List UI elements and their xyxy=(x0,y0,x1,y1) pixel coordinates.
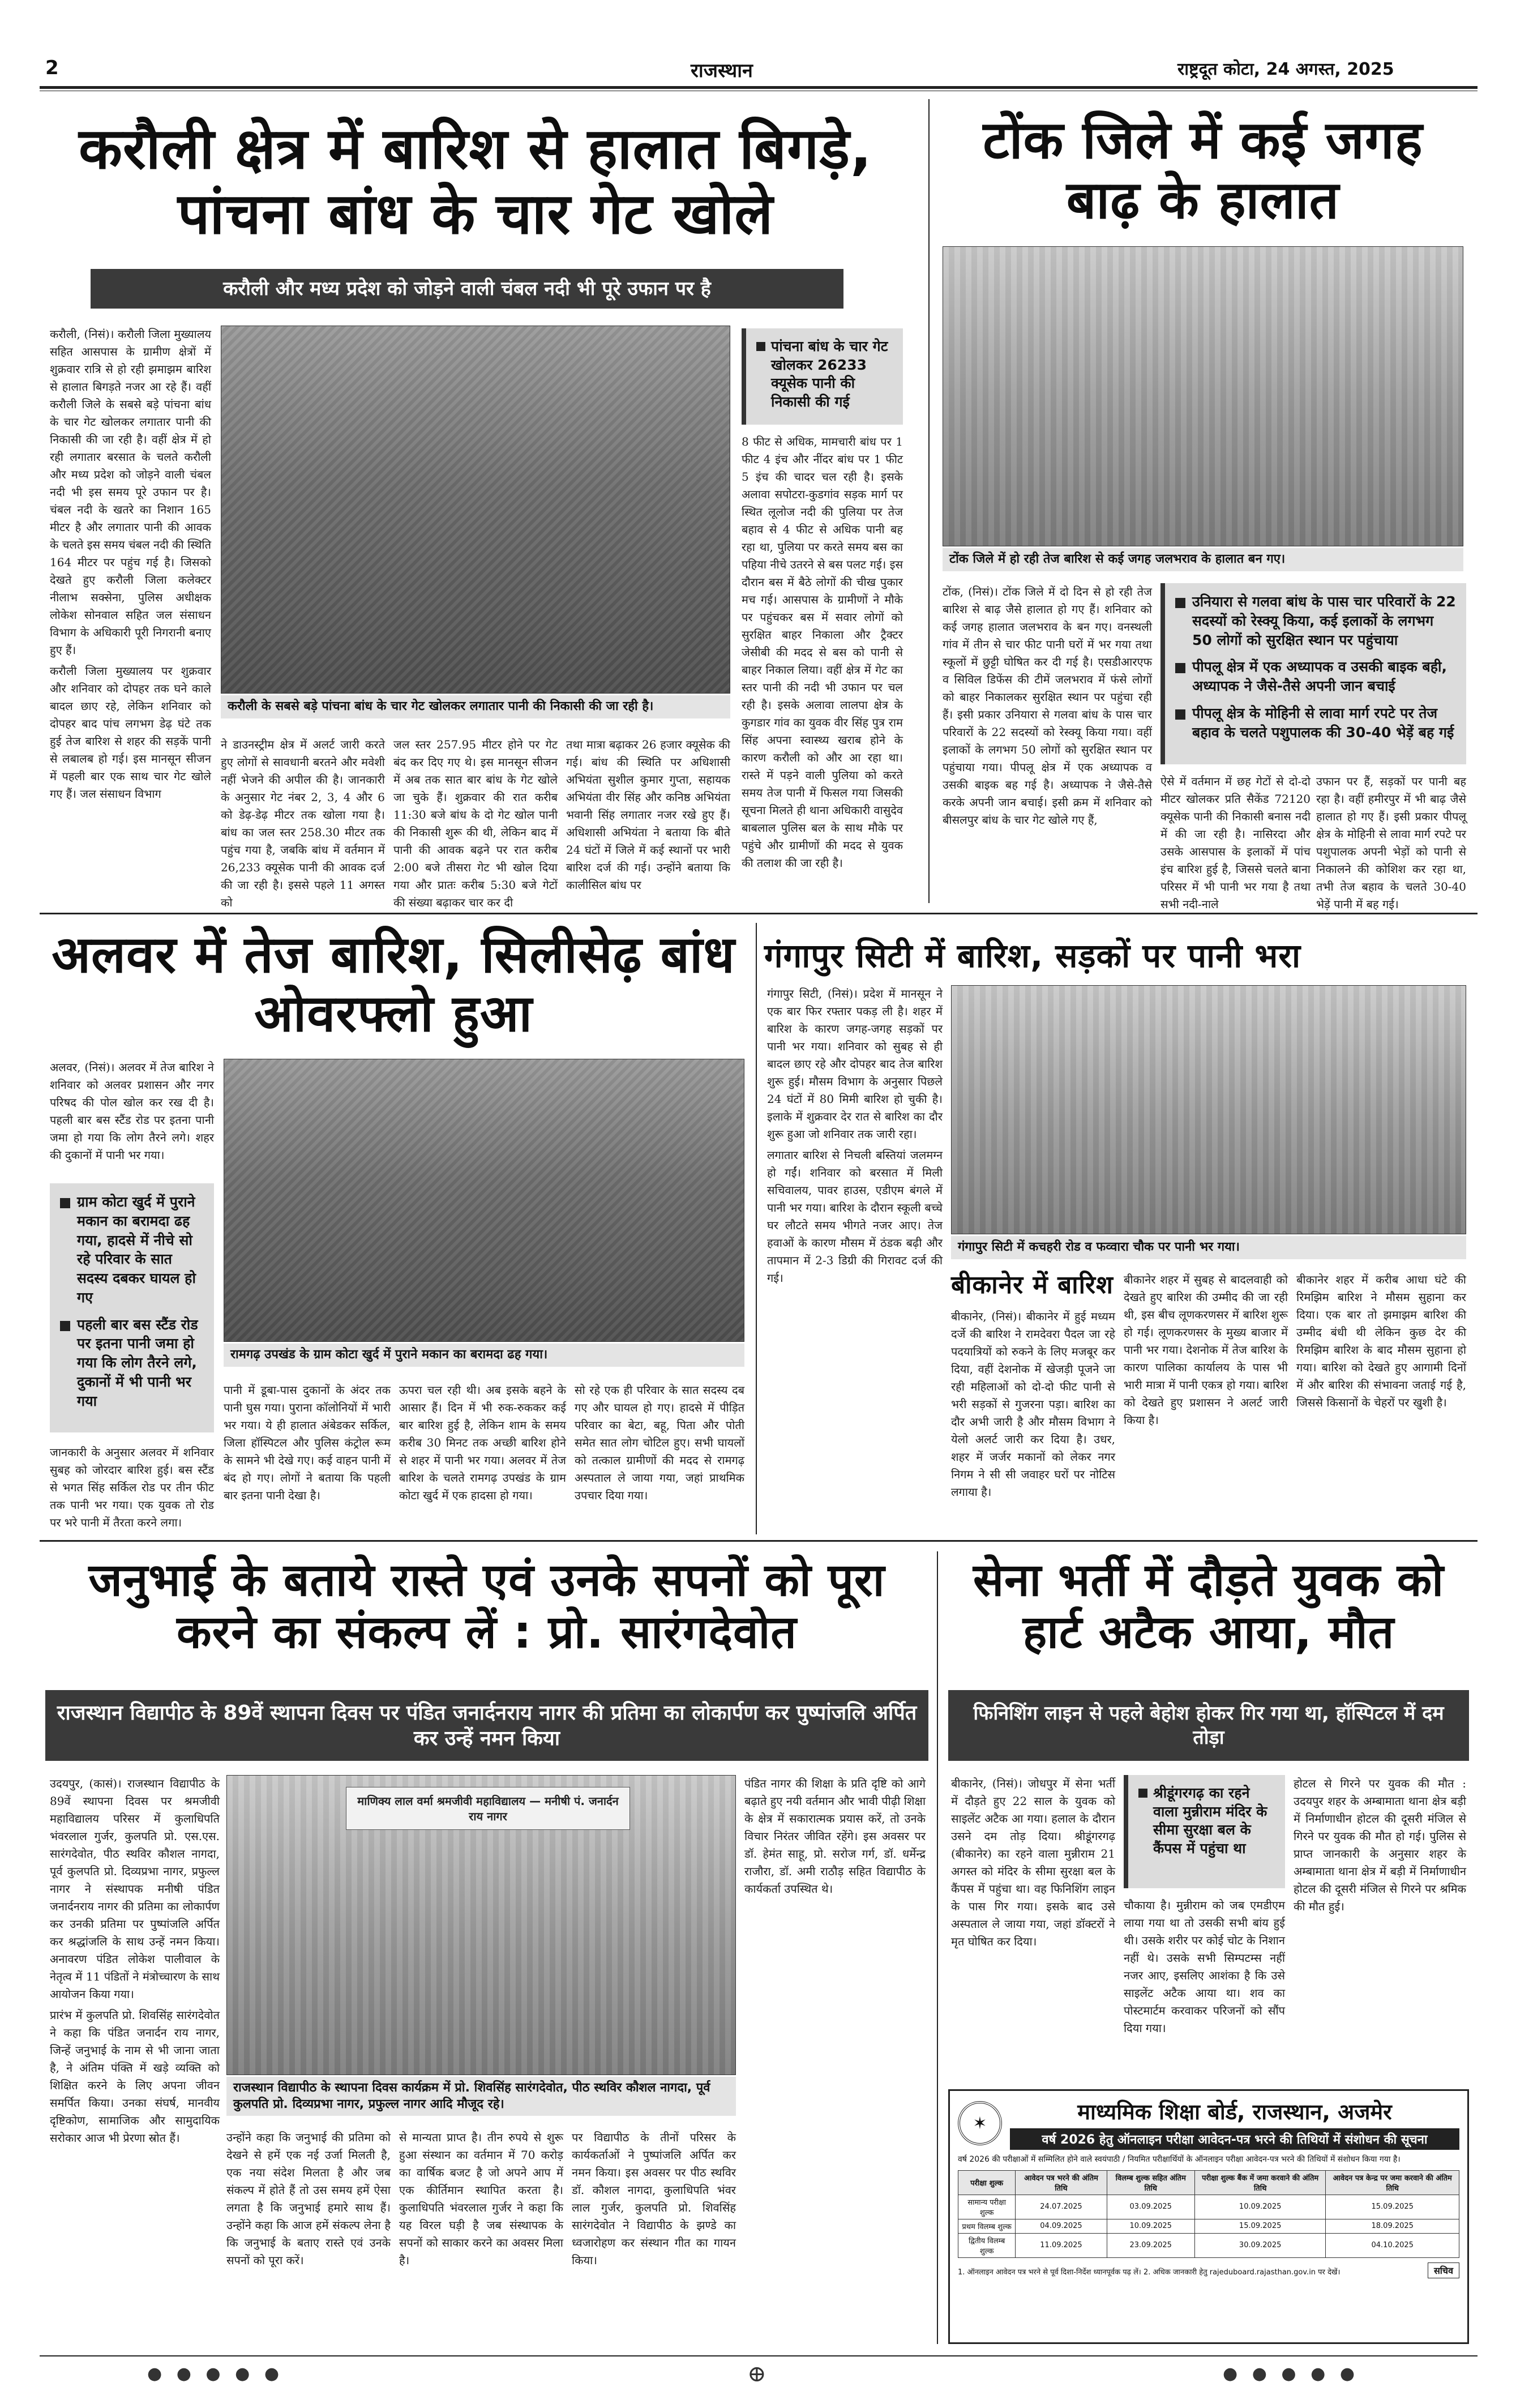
sena-highlight-box xyxy=(1124,1775,1285,1888)
karauli-para: करौली जिला मुख्यालय पर शुक्रवार और शनिवार को दोपहर तक घने काले बादल छाए रहे, लेकिन शनिवार को दोपहर बाद पांच लगभग डेढ़ घंटे तक हुई तेज बारिश से शहर की सड़कें पानी से लबालब हो गई। इस मानसून सीजन में पहली बार एक साथ चार गेट खोले गए हैं। जल संसाधन विभाग xyxy=(50,664,211,801)
notice-notes: 1. ऑनलाइन आवेदन पत्र भरने से पूर्व दिशा-निर्देश ध्यानपूर्वक पढ़ लें। 2. अधिक जानकारी हेतु rajeduboard.rajasthan.gov.in पर देखें। xyxy=(958,2268,1341,2277)
alwar-highlight-text: ग्राम कोटा खुर्द में पुराने मकान का बरामदा ढह गया, हादसे में नीचे सो रहे परिवार के सात सदस्य दबकर घायल हो गए xyxy=(77,1194,196,1306)
table-cell: 11.09.2025 xyxy=(1016,2233,1107,2257)
alwar-col-2: पानी में डूबा-पास दुकानों के अंदर तक पानी घुस गया। पुराना कॉलोनियों में भारी भर गया। ये ही हालात अंबेडकर सर्किल, जिला हॉस्पिटल और पुलिस कंट्रोल रूम के सामने भी देखे गए। कई वाहन पानी में बंद हो गए। लोगों ने बताया कि पहली बार इतना पानी देखा है। xyxy=(224,1383,391,1502)
tonk-photo-caption: टोंक जिले में हो रही तेज बारिश से कई जगह जलभराव के हालात बन गए। xyxy=(943,548,1463,571)
karauli-para: करौली, (निसं)। करौली जिला मुख्यालय सहित आसपास के ग्रामीण क्षेत्रों में शुक्रवार रात्रि से हो रही झमाझम बारिश से हालात बिगड़ते नजर आ रहे हैं। वहीं करौली जिले के सबसे बड़े पांचना बांध के चार गेट खोलकर लगातार पानी की निकासी की जा रही है। वहीं क्षेत्र में हो रही लगातार बरसात के चलते करौली और मध्य प्रदेश को जोड़ने वाली चंबल नदी भी इस समय पूरे उफान पर है। चंबल नदी के खतरे का निशान 165 मीटर है और लगातार पानी की आवक के चलते इस समय चंबल नदी की स्थिति 164 मीटर पर पहुंच गई है। जिसको देखते हुए करौली जिला कलेक्टर नीलाभ सक्सेना, पुलिस अधीक्षक लोकेश सोनवाल सहित जल संसाधन विभाग के अधिकारी पूरी निगरानी बनाए हुए हैं। xyxy=(50,327,211,657)
karauli-col-1 xyxy=(50,326,211,903)
bullet-square-icon xyxy=(1138,1789,1147,1798)
masthead-rule xyxy=(40,86,1478,89)
footer-rule xyxy=(40,2355,1478,2356)
table-cell: द्वितीय विलम्ब शुल्क xyxy=(958,2233,1016,2257)
sarangdevot-event-photo xyxy=(226,1775,736,2075)
table-cell: 10.09.2025 xyxy=(1194,2195,1326,2219)
board-notice xyxy=(948,2089,1469,2344)
karauli-dam-photo xyxy=(221,326,730,694)
table-cell: 23.09.2025 xyxy=(1107,2233,1194,2257)
gangapur-photo-caption: गंगापुर सिटी में कचहरी रोड व फव्वारा चौक पर पानी भर गया। xyxy=(951,1236,1466,1259)
bikaner-col-3: बीकानेर शहर में करीब आधा घंटे की रिमझिम बारिश ने मौसम सुहाना कर दिया। एक बार तो झमाझम बारिश की उम्मीद बंधी थी लेकिन कुछ देर की रिमझिम बारिश के बाद मौसम सुहाना हो गया। बारिश को देखते हुए आगामी दिनों में और बारिश की संभावना जताई गई है, जिससे किसानों के चेहरों पर खुशी है। xyxy=(1296,1273,1466,1409)
notice-intro: वर्ष 2026 की परीक्षाओं में सम्मिलित होने वाले स्वयंपाठी / नियमित परीक्षार्थियों के ऑनलाइन परीक्षा आवेदन-पत्र भरने की तिथियों में संशोधन किया गया है। xyxy=(958,2155,1401,2164)
board-logo-icon: ✶ xyxy=(958,2101,1002,2145)
bikaner-col-1: बीकानेर, (निसं)। बीकानेर में हुई मध्यम दर्जे की बारिश ने रामदेवरा पैदल जा रहे पदयात्रियों को रुकने के लिए मजबूर कर दिया, वहीं देशनोक में खेजड़ी पूजने जा रही महिलाओं को दो-दो फीट पानी से भरी सड़कों से गुजरना पड़ा। बारिश का दौर अभी जारी है और मौसम विभाग ने येलो अलर्ट जारी कर दिया है। उधर, शहर में जर्जर मकानों को लेकर नगर निगम ने सी सी जवाहर घरों पर नोटिस लगाया है। xyxy=(951,1310,1115,1499)
footer-registration-dots-right: ● ● ● ● ● xyxy=(1223,2364,1360,2384)
sena-col-1: बीकानेर, (निसं)। जोधपुर में सेना भर्ती में दौड़ते हुए 22 साल के युवक को साइलेंट अटैक आ गया। हलाल के दौरान उसने दम तोड़ दिया। श्रीडूंगरगढ़ (बीकानेर) का रहने वाला मुन्नीराम 21 अगस्त को मंदिर के सीमा सुरक्षा बल के कैंपस में पहुंचा था। वह फिनिशिंग लाइन के पास गिर गया। इसके बाद उसे अस्पताल ले जाया गया, जहां डॉक्टरों ने मृत घोषित कर दिया। xyxy=(951,1777,1115,1948)
karauli-highlight-text: पांचना बांध के चार गेट खोलकर 26233 क्यूसेक पानी की निकासी की गई xyxy=(771,338,888,410)
board-name: माध्यमिक शिक्षा बोर्ड, राजस्थान, अजमेर xyxy=(1077,2099,1392,2124)
alwar-col-1a: अलवर, (निसं)। अलवर में तेज बारिश ने शनिवार को अलवर प्रशासन और नगर परिषद की पोल खोल कर रख दी है। पहली बार बस स्टैंड रोड पर इतना पानी जमा हो गया कि लोग तैरने लगे। शहर की दुकानों में पानी भर गया। xyxy=(50,1060,214,1162)
karauli-col-6: 8 फीट से अधिक, मामचारी बांध पर 1 फीट 4 इंच और नींदर बांध पर 1 फीट 5 इंच की चादर चल रही है। इसके अलावा सपोटरा-कुडगांव सड़क मार्ग पर स्थित लूलोज नदी की पुलिया पर तेज बहाव से 4 फीट से अधिक पानी बह रहा था, पुलिया पर करते समय बस का पहिया नीचे उतरने से बस पलट गई। इस दौरान बस में बैठे लोगों की चीख पुकार मच गई। आसपास के ग्रामीणों ने मौके पर पहुंचकर बस में सवार लोगों को सुरक्षित बाहर निकाला और ट्रैक्टर जेसीबी की मदद से बस को पानी से बाहर निकाल लिया। वहीं क्षेत्र में गेट का स्तर पानी की नदी भी उफान पर चल रही है। इसके अलावा लालपा क्षेत्र के कुगडार गांव का युवक वीर सिंह पुत्र राम सिंह अपना स्वास्थ्य खराब होने के कारण करौली को और आ रहा था। रास्ते में पड़ने वाली पुलिया को करते समय तेज पानी में फिसल गया जिसकी सूचना मिलते ही थाना अधिकारी वासुदेव बाबलाल पुलिस बल के साथ मौके पर पहुंचे और ग्रामीणों की मदद से युवक की तलाश की जा रही है। xyxy=(742,435,903,870)
bikaner-col-2: बीकानेर शहर में सुबह से बादलवाही को देखते हुए बारिश की उम्मीद की जा रही थी, इस बीच लूणकरणसर में बारिश शुरू हो गई। लूणकरणसर के मुख्य बाजार में पानी भर गया। देशनोक में तेज बारिश के कारण पालिका कार्यालय के पास भी भारी मात्रा में पानी एकत्र हो गया। बारिश को देखते हुए प्रशासन ने अलर्ट जारी किया है। xyxy=(1124,1273,1288,1427)
table-cell: 10.09.2025 xyxy=(1107,2219,1194,2233)
table-cell: 30.09.2025 xyxy=(1194,2233,1326,2257)
column-divider xyxy=(928,99,930,903)
table-header: आवेदन पत्र भरने की अंतिम तिथि xyxy=(1016,2170,1107,2195)
tonk-highlight-text: उनियारा से गलवा बांध के पास चार परिवारों के 22 सदस्यों को रेस्क्यू किया, कई इलाकों के लगभग 50 लोगों को सुरक्षित स्थान पर पहुंचाया xyxy=(1192,593,1456,648)
tonk-highlight-box xyxy=(1160,583,1466,764)
notice-signature: सचिव xyxy=(1428,2262,1459,2278)
section-name: राजस्थान xyxy=(691,59,753,82)
sena-col-2: चौकाया है। मुन्नीराम को जब एमडीएम लाया गया था तो उसकी सभी बांय हुई थी। उसके शरीर पर कोई चोट के निशान नहीं थे। उसके सभी सिम्पटम्स नहीं नजर आए, इसलिए आशंका है कि उसे साइलेंट अटैक आया था। शव का पोस्टमार्टम करवाकर परिजनों को सौंप दिया गया। xyxy=(1124,1898,1285,2035)
alwar-col-1b: जानकारी के अनुसार अलवर में शनिवार सुबह को जोरदार बारिश हुई। बस स्टैंड से भगत सिंह सर्किल रोड पर तीन फीट तक पानी भर गया। एक युवक तो रोड पर भरे पानी में तैरता करने लगा। xyxy=(50,1445,214,1529)
gangapur-para: लगातार बारिश से निचली बस्तियां जलमग्न हो गईं। शनिवार को बरसात में मिली सचिवालय, पावर हाउस, एडीएम बंगले में पानी भर गया। बारिश के दौरान स्कूली बच्चे घर लौटते समय भीगते नजर आए। तेज हवाओं के कारण मौसम में ठंडक बढ़ी और तापमान में 2-3 डिग्री की गिरावट दर्ज की गई। xyxy=(767,1148,943,1285)
sarangdevot-col-4: पर विद्यापीठ के तीनों परिसर के कार्यकर्ताओं ने पुष्पांजलि अर्पित कर नमन किया। इस अवसर पर पीठ स्थविर डॉ. कौशल नागदा, कुलाधिपति भंवर लाल गुर्जर, कुलपति प्रो. शिवसिंह सारंगदेवोत ने विद्यापीठ के झण्डे का ध्वजारोहण कर संस्थान गीत का गायन किया। xyxy=(572,2131,736,2267)
table-header: आवेदन पत्र केन्द्र पर जमा करवाने की अंतिम तिथि xyxy=(1326,2170,1459,2195)
alwar-highlight-item xyxy=(60,1315,204,1411)
table-cell: 15.09.2025 xyxy=(1194,2219,1326,2233)
table-cell: 04.10.2025 xyxy=(1326,2233,1459,2257)
table-cell: प्रथम विलम्ब शुल्क xyxy=(958,2219,1016,2233)
tonk-headline: टोंक जिले में कई जगह बाढ़ के हालात xyxy=(983,110,1423,230)
table-cell: 15.09.2025 xyxy=(1326,2195,1459,2219)
sarangdevot-headline: जनुभाई के बताये रास्ते एवं उनके सपनों को पूरा करने का संकल्प लें : प्रो. सारंगदेवोत xyxy=(88,1554,885,1658)
table-header: परीक्षा शुल्क बैंक में जमा करवाने की अंतिम तिथि xyxy=(1194,2170,1326,2195)
table-row xyxy=(958,2233,1459,2257)
karauli-photo-caption: करौली के सबसे बड़े पांचना बांध के चार गेट खोलकर लगातार पानी की निकासी की जा रही है। xyxy=(221,695,730,718)
gangapur-para: गंगापुर सिटी, (निसं)। प्रदेश में मानसून ने एक बार फिर रफ्तार पकड़ ली है। शहर में बारिश के कारण जगह-जगह सड़कों पर पानी भर गया। शनिवार को सुबह से ही बादल छाए रहे और दोपहर बाद तेज बारिश शुरू हुई। मौसम विभाग के अनुसार पिछले 24 घंटों में 80 मिमी बारिश हो चुकी है। इलाके में शुक्रवार देर रात से बारिश का दौर शुरू हुआ जो शनिवार तक जारी रहा। xyxy=(767,987,943,1141)
tonk-highlight-item xyxy=(1175,657,1456,696)
sarangdevot-para: उदयपुर, (कासं)। राजस्थान विद्यापीठ के 89वें स्थापना दिवस पर श्रमजीवी महाविद्यालय परिसर में कुलाधिपति भंवरलाल गुर्जर, कुलपति प्रो. एस.एस. सारंगदेवोत, पीठ स्थविर कौशल नागदा, पूर्व कुलपति प्रो. दिव्यप्रभा नागर, प्रफुल्ल नागर ने संस्थापक मनीषी पंडित जनार्दनराय नागर की प्रतिमा का लोकार्पण कर उनकी प्रतिमा पर पुष्पांजलि अर्पित कर श्रद्धांजलि के साथ उन्हें नमन किया। अनावरण पंडित लोकेश पालीवाल के नेतृत्व में 11 पंडितों ने मंत्रोच्चारण के साथ आयोजन किया गया। xyxy=(50,1777,220,2001)
bikaner-rain-headline: बीकानेर में बारिश xyxy=(951,1271,1114,1299)
sarangdevot-col-2: उन्होंने कहा कि जनुभाई की प्रतिमा को देखने से हमें एक नई उर्जा मिलती है, एक नया संदेश मिलता है और जब संकल्प में होते हैं तो उस समय हमें ऐसा लगता है कि जनुभाई हमारे साथ हैं। उन्होंने कहा कि आज हमें संकल्प लेना है कि जनुभाई के बताए रास्ते एवं उनके सपनों को पूरा करें। xyxy=(226,2131,391,2267)
paper-date: राष्ट्रदूत कोटा, 24 अगस्त, 2025 xyxy=(1177,59,1394,79)
column-divider xyxy=(937,1551,938,2344)
bullet-square-icon xyxy=(1175,663,1185,673)
sarangdevot-para: प्रारंभ में कुलपति प्रो. शिवसिंह सारंगदेवोत ने कहा कि पंडित जनार्दन राय नागर, जिन्हें जनुभाई के नाम से भी जाना जाता है, ने अंतिम पंक्ति में खड़े व्यक्ति को शिक्षित करने के लिए अपना जीवन समर्पित किया। उनका संघर्ष, मानवीय दृष्टिकोण, सामाजिक और सामुदायिक सरोकार आज भी प्रेरणा स्रोत हैं। xyxy=(50,2008,220,2145)
tonk-flood-photo xyxy=(943,246,1463,546)
table-cell: 24.07.2025 xyxy=(1016,2195,1107,2219)
karauli-col-4: तथा मात्रा बढ़ाकर 26 हजार क्यूसेक की गई। बांध की स्थिति पर अधिशासी अभियंता सुशील कुमार गुप्ता, सहायक अभियंता वीर सिंह और कनिष्ठ अभियंता भवानी सिंह लगातार नजर रखे हुए हैं। अधिशासी अभियंता ने बताया कि बीते 24 घंटों में जिले में कई स्थानों पर भारी बारिश दर्ज की गई। उन्होंने बताया कि कालीसिल बांध पर xyxy=(566,738,730,892)
alwar-highlight-box xyxy=(50,1183,214,1432)
tonk-col-1: टोंक, (निसं)। टोंक जिले में दो दिन से हो रही तेज बारिश से बाढ़ जैसे हालात हो गए हैं। शनिवार को कई जगह हालात जलभराव के बन गए। वनस्थली गांव में तीन से चार फीट पानी घरों में भर गया तथा स्कूलों में छुट्टी घोषित कर दी गई है। एसडीआरएफ व सिविल डिफेंस की टीमें जलभराव में फंसे लोगों को बाहर निकालकर सुरक्षित स्थान पर पहुंचा रही हैं। इसी प्रकार उनियारा से गलवा बांध के पास चार परिवारों के 22 सदस्यों को रेस्क्यू किया गया। वहीं इलाकों के लगभग 50 लोगों को सुरक्षित स्थान पर पहुंचाया गया। पीपलू क्षेत्र में एक अध्यापक व उसकी बाइक बह गई है। अध्यापक ने जैसे-तैसे करके अपनी जान बचाई। इसी क्रम में शनिवार को बीसलपुर बांध के चार गेट खोले गए हैं, xyxy=(943,585,1152,827)
notice-schedule-table xyxy=(958,2170,1459,2258)
tonk-col-3: उफान पर हैं, सड़कों पर पानी बह रहा है। वहीं हमीरपुर में भी बाढ़ जैसे हालात हो गए हैं। इसी प्रकार पीपलू क्षेत्र के मोहिनी से लावा मार्ग रपटे पर पशुपालक अपनी भेड़ों को पानी से निकालने की कोशिश कर रहा था, तभी तेज बहाव के चलते 30-40 भेड़ें पानी में बह गई। xyxy=(1316,775,1466,911)
gangapur-headline: गंगापुर सिटी में बारिश, सड़कों पर पानी भरा xyxy=(764,936,1301,975)
tonk-col-2: ऐसे में वर्तमान में छह गेटों से दो-दो मीटर खोलकर प्रति सैकेंड 72120 क्यूसेक पानी की निकासी बनास नदी में की जा रही है। नासिरदा और उसके आसपास के इलाकों में पांच इंच बारिश हुई है, जिससे चलते बाना परिसर में भी पानी भर गया है तथा सभी नदी-नाले xyxy=(1160,775,1311,911)
alwar-collapse-photo xyxy=(224,1059,744,1342)
page-number: 2 xyxy=(45,57,59,79)
table-row xyxy=(958,2219,1459,2233)
table-header-row xyxy=(958,2170,1459,2195)
table-row xyxy=(958,2195,1459,2219)
alwar-highlight-item xyxy=(60,1192,204,1307)
section-rule xyxy=(40,913,1478,914)
tonk-highlight-item xyxy=(1175,592,1456,649)
sarangdevot-deck: राजस्थान विद्यापीठ के 89वें स्थापना दिवस पर पंडित जनार्दनराय नागर की प्रतिमा का लोकार्पण कर पुष्पांजलि अर्पित कर उन्हें नमन किया xyxy=(45,1690,928,1761)
notice-title: वर्ष 2026 हेतु ऑनलाइन परीक्षा आवेदन-पत्र भरने की तिथियों में संशोधन की सूचना xyxy=(1010,2128,1459,2150)
footer-registration-dots-left: ● ● ● ● ● xyxy=(147,2364,284,2384)
sena-headline: सेना भर्ती में दौड़ते युवक को हार्ट अटैक आया, मौत xyxy=(973,1554,1444,1658)
sena-deck: फिनिशिंग लाइन से पहले बेहोश होकर गिर गया था, हॉस्पिटल में दम तोड़ा xyxy=(948,1690,1469,1761)
alwar-headline: अलवर में तेज बारिश, सिलीसेढ़ बांध ओवरफ्लो हुआ xyxy=(52,925,735,1043)
bullet-square-icon xyxy=(1175,709,1185,720)
karauli-col-3: जल स्तर 257.95 मीटर होने पर गेट बंद कर दिए गए थे। इस मानसून सीजन में अब तक सात बार बांध के गेट खोले जा चुके हैं। शुक्रवार की रात करीब 11:30 बजे बांध के दो गेट खोल पानी की निकासी शुरू की थी, लेकिन बाद में पानी की आवक बढ़ने पर रात करीब 2:00 बजे तीसरा गेट भी खोल दिया गया और प्रातः करीब 5:30 बजे गेटों की संख्या बढ़ाकर चार कर दी xyxy=(393,738,558,909)
alwar-photo-caption: रामगढ़ उपखंड के ग्राम कोटा खुर्द में पुराने मकान का बरामदा ढह गया। xyxy=(224,1344,744,1367)
sarangdevot-col-1 xyxy=(50,1775,220,2341)
tonk-highlight-item xyxy=(1175,704,1456,742)
table-cell: 03.09.2025 xyxy=(1107,2195,1194,2219)
gangapur-street-photo xyxy=(951,985,1466,1234)
table-cell: 18.09.2025 xyxy=(1326,2219,1459,2233)
sarangdevot-photo-caption: राजस्थान विद्यापीठ के स्थापना दिवस कार्यक्रम में प्रो. शिवसिंह सारंगदेवोत, पीठ स्थविर कौशल नागदा, पूर्व कुलपति प्रो. दिव्यप्रभा नागर, प्रफुल्ल नागर आदि मौजूद रहे। xyxy=(226,2077,736,2116)
table-cell: 04.09.2025 xyxy=(1016,2219,1107,2233)
sena-highlight-text: श्रीडूंगरगढ़ का रहने वाला मुन्नीराम मंदिर के सीमा सुरक्षा बल के कैंपस में पहुंचा था xyxy=(1153,1785,1267,1857)
sarangdevot-col-3: से मान्यता प्राप्त है। तीन रुपये से शुरू हुआ संस्थान का वर्तमान में 70 करोड़ का वार्षिक बजट है जो अपने आप में एक कीर्तिमान स्थापित करता है। कुलाधिपति भंवरलाल गुर्जर ने कहा कि यह विरल घड़ी है जब संस्थापक के सपनों को साकार करने का अवसर मिला है। xyxy=(399,2131,563,2267)
alwar-highlight-text: पहली बार बस स्टैंड रोड पर इतना पानी जमा हो गया कि लोग तैरने लगे, दुकानों में भी पानी भर गया xyxy=(77,1316,198,1409)
tonk-highlight-text: पीपलू क्षेत्र के मोहिनी से लावा मार्ग रपटे पर तेज बहाव के चलते पशुपालक की 30-40 भेड़ें बह गई xyxy=(1192,704,1454,741)
karauli-deck: करौली और मध्य प्रदेश को जोड़ने वाली चंबल नदी भी पूरे उफान पर है xyxy=(91,269,843,309)
bullet-square-icon xyxy=(1175,598,1185,608)
bullet-square-icon xyxy=(756,342,765,351)
alwar-col-3: ऊपरा चल रही थी। अब इसके बहने के आसार हैं। दिन में भी रुक-रुककर कई बार बारिश हुई है, लेकिन शाम के समय करीब 30 मिनट तक अच्छी बारिश होने से शहर में पानी भर गया। अलवर में तेज बारिश के चलते रामगढ़ उपखंड के ग्राम कोटा खुर्द में एक हादसा हो गया। xyxy=(399,1383,566,1502)
sarangdevot-col-5: पंडित नागर की शिक्षा के प्रति दृष्टि को आगे बढ़ाते हुए नयी वर्तमान और भावी पीढ़ी शिक्षा के क्षेत्र में सकारात्मक प्रयास करें, तो उनके विचार निरंतर जीवित रहेंगे। इस अवसर पर डॉ. हेमंत साहू, प्रो. सरोज गर्ग, डॉ. धर्मेन्द्र राजौरा, डॉ. अमी राठौड़ सहित विद्यापीठ के कार्यकर्ता उपस्थित थे। xyxy=(744,1777,926,1896)
karauli-highlight-box xyxy=(742,328,903,425)
table-cell: सामान्य परीक्षा शुल्क xyxy=(958,2195,1016,2219)
alwar-col-4: सो रहे एक ही परिवार के सात सदस्य दब गए और घायल हो गए। हादसे में पीड़ित परिवार का बेटा, बहू, पिता और पोती समेत सात लोग चोटिल हुए। सभी घायलों को तत्काल ग्रामीणों की मदद से रामगढ़ अस्पताल ले जाया गया, जहां प्राथमिक उपचार दिया गया। xyxy=(575,1383,744,1502)
table-header: परीक्षा शुल्क xyxy=(958,2170,1016,2195)
bullet-square-icon xyxy=(60,1198,70,1208)
karauli-headline: करौली क्षेत्र में बारिश से हालात बिगड़े, पांचना बांध के चार गेट खोले xyxy=(79,116,872,247)
sena-col-3: होटल से गिरने पर युवक की मौत : उदयपुर शहर के अम्बामाता थाना क्षेत्र बड़ी में निर्माणाधीन होटल की दूसरी मंजिल से गिरने पर युवक की मौत हो गई। पुलिस से प्राप्त जानकारी के अनुसार शहर के अम्बामाता थाना क्षेत्र में बड़ी में निर्माणाधीन होटल की दूसरी मंजिल से गिरने पर श्रमिक की मौत हुई। xyxy=(1294,1777,1466,1913)
karauli-col-2: ने डाउनस्ट्रीम क्षेत्र में अलर्ट जारी करते हुए लोगों से सावधानी बरतने और मवेशी नहीं भेजने की अपील की है। जानकारी के अनुसार गेट नंबर 2, 3, 4 और 6 को डेढ़-डेढ़ मीटर तक खोला गया है। बांध का जल स्तर 258.30 मीटर तक पहुंच गया है, जबकि बांध में वर्तमान में 26,233 क्यूसेक पानी की आवक दर्ज की जा रही है। इससे पहले 11 अगस्त को xyxy=(221,738,385,909)
bullet-square-icon xyxy=(60,1321,70,1331)
table-header: विलम्ब शुल्क सहित अंतिम तिथि xyxy=(1107,2170,1194,2195)
gangapur-col-1 xyxy=(767,985,943,1529)
section-rule xyxy=(40,1540,1478,1542)
column-divider xyxy=(756,923,757,1534)
event-banner: माणिक्य लाल वर्मा श्रमजीवी महाविद्यालय — मनीषी पं. जनार्दन राय नागर xyxy=(346,1787,630,1830)
tonk-highlight-text: पीपलू क्षेत्र में एक अध्यापक व उसकी बाइक बही, अध्यापक ने जैसे-तैसे अपनी जान बचाई xyxy=(1192,658,1447,694)
footer-registration-mark-icon: ⊕ xyxy=(747,2361,771,2387)
